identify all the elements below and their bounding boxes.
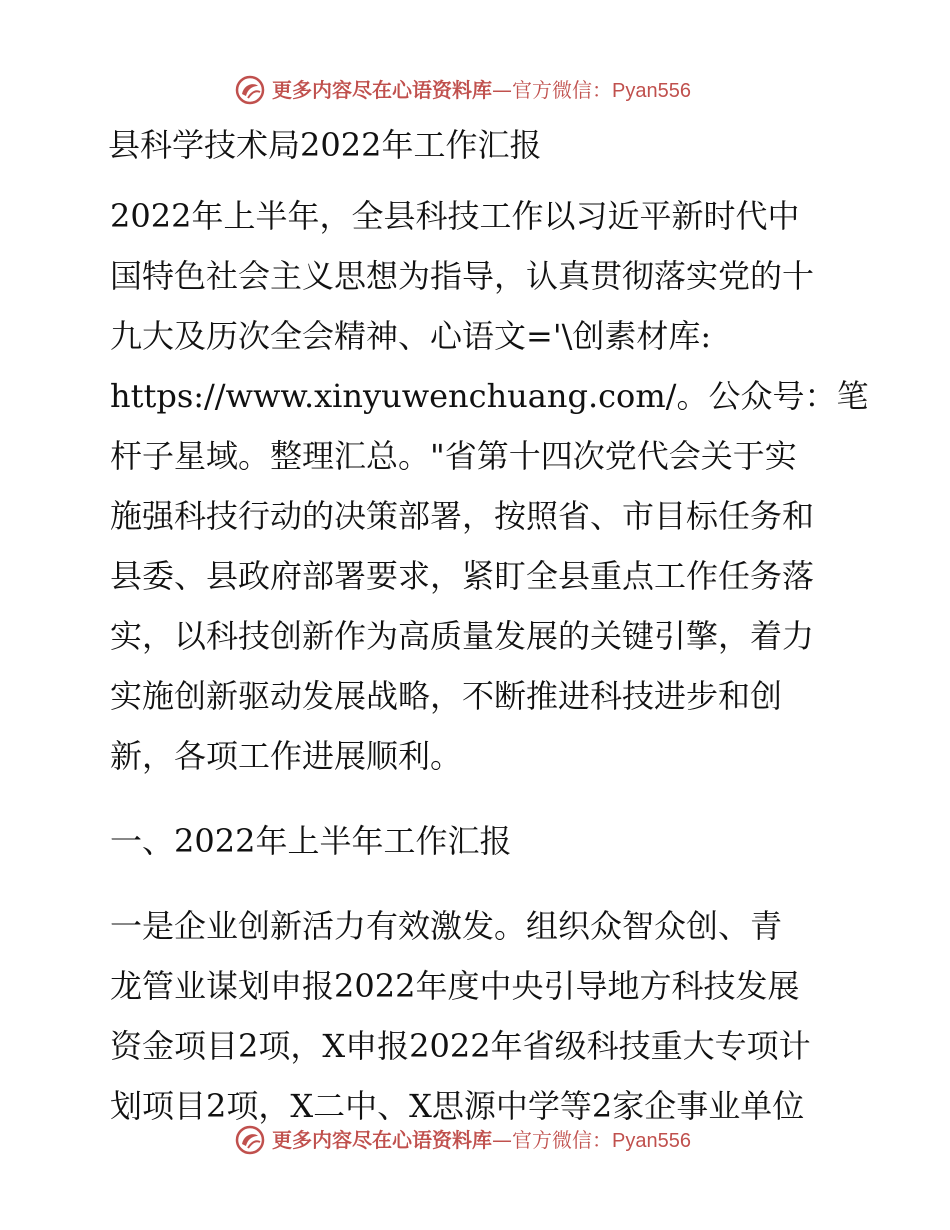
paragraph-line: 实施创新驱动发展战略，不断推进科技进步和创: [110, 677, 783, 715]
paragraph-line: 划项目2项，X二中、X思源中学等2家企事业单位: [110, 1087, 805, 1125]
watermark-main-text: 更多内容尽在心语资料库: [272, 1128, 492, 1152]
paragraph-line: 新，各项工作进展顺利。: [110, 737, 463, 775]
paragraph-line: 2022年上半年，全县科技工作以习近平新时代中: [110, 197, 800, 235]
watermark-wechat-id: Pyan556: [612, 80, 691, 102]
watermark-text: [272, 1126, 691, 1155]
watermark-wechat-label: 官方微信：: [512, 78, 612, 102]
paragraph-line: 一是企业创新活力有效激发。组织众智众创、青: [110, 907, 783, 945]
watermark-separator: —: [492, 78, 512, 102]
red-swirl-logo-icon: [234, 74, 266, 106]
watermark-wechat-label: 官方微信：: [512, 1128, 612, 1152]
paragraph-line: 国特色社会主义思想为指导，认真贯彻落实党的十: [110, 257, 815, 295]
document-content: [98, 120, 868, 1136]
paragraph-line: 九大及历次全会精神、心语文='\创素材库:: [110, 317, 712, 355]
watermark-text: [272, 76, 691, 105]
paragraph-line: 资金项目2项，X申报2022年省级科技重大专项计: [110, 1027, 811, 1065]
section-heading: 一、2022年上半年工作汇报: [110, 822, 512, 860]
header-watermark-banner: [0, 72, 950, 112]
paragraph-line: 县委、县政府部署要求，紧盯全县重点工作任务落: [110, 557, 815, 595]
paragraph-line: 施强科技行动的决策部署，按照省、市目标任务和: [110, 497, 815, 535]
paragraph-line: https://www.xinyuwenchuang.com/。公众号：笔: [110, 377, 869, 415]
watermark-main-text: 更多内容尽在心语资料库: [272, 78, 492, 102]
intro-paragraph: [98, 186, 868, 786]
paragraph-line: 实，以科技创新作为高质量发展的关键引擎，着力: [110, 617, 815, 655]
paragraph-line: 杆子星域。整理汇总。"省第十四次党代会关于实: [110, 437, 797, 475]
paragraph-line: 龙管业谋划申报2022年度中央引导地方科技发展: [110, 967, 800, 1005]
section-paragraph: [98, 896, 868, 1136]
document-title: 县科学技术局2022年工作汇报: [108, 126, 542, 164]
watermark-wechat-id: Pyan556: [612, 1130, 691, 1152]
watermark-separator: —: [492, 1128, 512, 1152]
footer-watermark-banner: [0, 1122, 950, 1162]
red-swirl-logo-icon: [234, 1124, 266, 1156]
